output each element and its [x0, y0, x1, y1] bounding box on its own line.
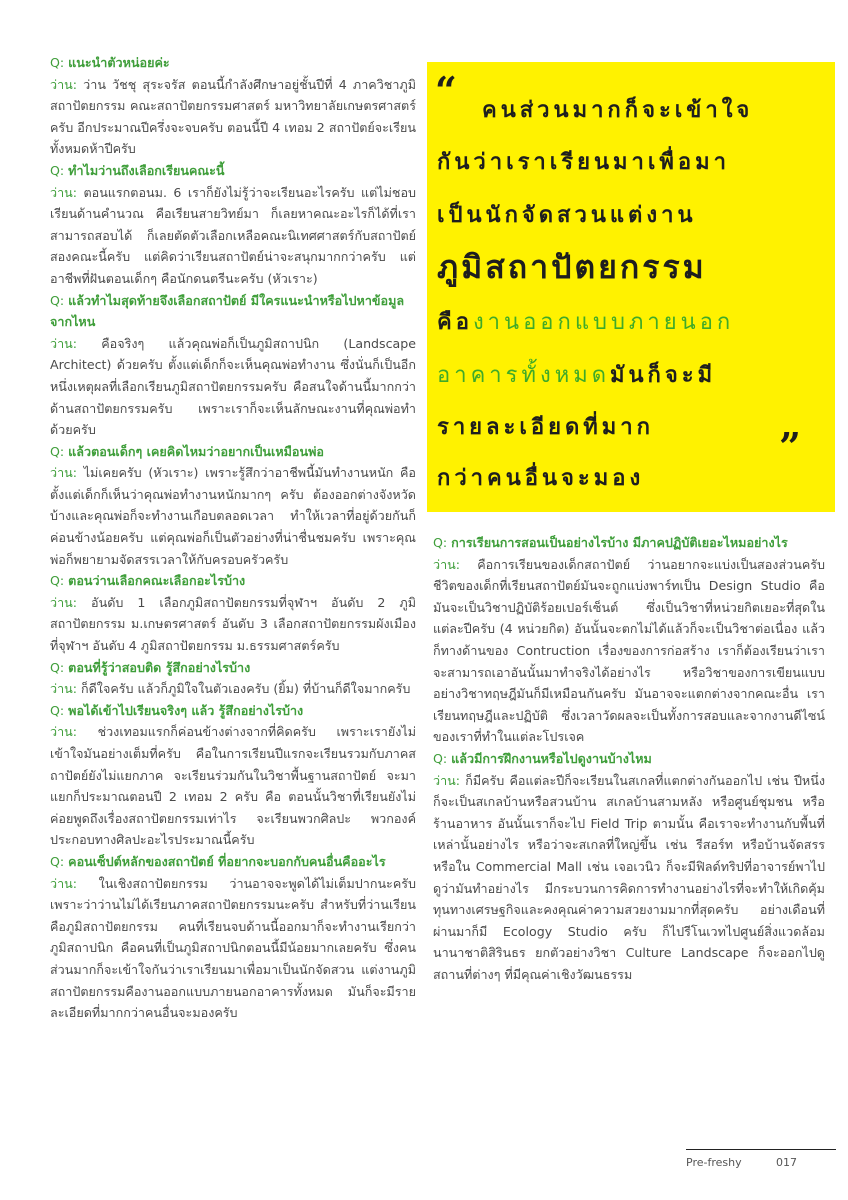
question-text: แล้วตอนเด็กๆ เคยคิดไหมว่าอยากเป็นเหมือนพ่อ [68, 443, 324, 459]
answer [50, 182, 416, 290]
question-text: แล้วมีการฝึกงานหรือไปดูงานบ้างไหม [451, 750, 652, 766]
pull-quote-line [437, 242, 802, 293]
right-column [433, 532, 825, 985]
answer-text: คือการเรียนของเด็กสถาปัตย์ ว่านอยากจะแบ่งเป็นสองส่วนครับ ชีวิตของเด็กที่เรียนสถาปัตย์มันจะถูกแบ่งพาร์ทเป็น Design Studio คือมันจะเป็นวิชาปฏิบัติร้อยเปอร์เซ็นต์ ซึ่งเป็นวิชาที่หน่วยกิตเยอะที่สุดในแต่ละปีครับ (4 หน่วยกิต) อันนั้นจะตกไม่ได้แล้วก็จะเป็นวิชาต่อเนื่อง แล้วก็ทางด้านของ Contruction เรื่องของการก่อสร้าง เราก็ต้องเรียนว่าเราจะสามารถเอาอันนั้นมาทำจริงได้อย่างไร หรือวิชาของการเขียนแบบ อย่างวิชาทฤษฎีมันก็มีเหมือนกันครับ มันอาจจะแตกต่างจากคณะอื่น เราเรียนทฤษฎีและปฏิบัติ ซึ่งเวลาวัดผลจะเป็นทั้งการสอบและจากงานดีไซน์ของเราที่ทำในแต่ละโปรเจค [433, 556, 825, 745]
pull-quote-box [427, 62, 835, 512]
pull-quote-segment: งานออกแบบภายนอก [472, 310, 735, 335]
question [433, 532, 825, 554]
pull-quote-segment: มันก็จะมี [610, 363, 717, 388]
question [50, 657, 416, 679]
question [50, 570, 416, 592]
pull-quote-line [437, 144, 802, 179]
question-prefix: Q: [50, 853, 69, 869]
pull-quote-line [437, 409, 802, 444]
left-column [50, 52, 416, 1024]
answer-speaker: ว่าน: [50, 465, 84, 481]
question [433, 748, 825, 770]
answer-speaker: ว่าน: [50, 875, 99, 891]
answer [50, 873, 416, 1024]
pull-quote-segment: ภูมิสถาปัตยกรรม [437, 248, 707, 286]
answer-speaker: ว่าน: [50, 335, 102, 351]
footer-magazine-name: Pre-freshy [686, 1156, 742, 1169]
answer [50, 592, 416, 657]
answer-speaker: ว่าน: [50, 184, 84, 200]
question-text: แล้วทำไมสุดท้ายจึงเลือกสถาปัตย์ มีใครแนะนำหรือไปหาข้อมูลจากไหน [50, 292, 405, 330]
question-text: คอนเซ็ปต์หลักของสถาปัตย์ ที่อยากจะบอกกับคนอื่นคืออะไร [68, 853, 386, 869]
footer-rule [686, 1149, 836, 1150]
pull-quote-segment: กว่าคนอื่นจะมอง [437, 466, 645, 491]
question [50, 700, 416, 722]
answer-text: ก็มีครับ คือแต่ละปีก็จะเรียนในสเกลที่แตกต่างกันออกไป เช่น ปีหนึ่งก็จะเป็นสเกลบ้านหรือสวนบ้าน สเกลบ้านสามหลัง หรือศูนย์ชุมชน หรือร้านอาหาร อันนั้นเราก็จะไป Field Trip ตามนั้น คือเราจะทำงานกับพื้นที่เหล่านั้นอย่างไร หรือว่าจะสเกลที่ใหญ่ขึ้น เช่น รีสอร์ท หรือบ้านจัดสรร หรือใน Commercial Mall เช่น เจอเวนิว ก็จะมีฟิลด์ทริปที่อาจารย์พาไปดูว่ามันทำอย่างไร มีกระบวนการคิดการทำงานอย่างไรที่จะทำให้เกิดคุ้มทุนทางเศรษฐกิจและคงคุณค่าความสวยงามมากที่สุดครับ อย่างเดือนที่ผ่านมาก็มี Ecology Studio ครับ ก็ไปรีโนเวทไปศูนย์สิ่งแวดล้อมนานาชาติสิรินธร ยกตัวอย่างวิชา Culture Landscape ก็จะออกไปดูสถานที่ต่างๆ ที่มีคุณค่าเชิงวัฒนธรรม [433, 772, 825, 982]
pull-quote-line [437, 197, 802, 232]
answer-text: ตอนแรกตอนม. 6 เราก็ยังไม่รู้ว่าจะเรียนอะไรครับ แต่ไม่ชอบเรียนด้านคำนวณ คือเรียนสายวิทย์มา ก็เลยหาคณะอะไรก็ได้ที่เราสามารถสอบได้ ก็เลยตัดตัวเลือกเหลือคณะนิเทศศาสตร์กับสถาปัตย์สองคณะนี้ครับ แต่คิดว่าเรียนสถาปัตย์น่าจะสนุกมากกว่าครับ แต่อาชีพที่ฝันตอนเด็กๆ คือนักดนตรีนะครับ (หัวเราะ) [50, 184, 417, 286]
pull-quote-segment: กันว่าเราเรียนมาเพื่อมา [437, 150, 730, 175]
question-text: พอได้เข้าไปเรียนจริงๆ แล้ว รู้สึกอย่างไรบ้าง [68, 702, 304, 718]
pull-quote-segment: คือ [437, 310, 473, 335]
pull-quote-line [437, 460, 802, 495]
footer-page-number: 017 [776, 1156, 797, 1169]
answer [50, 678, 416, 700]
answer-speaker: ว่าน: [50, 724, 98, 740]
answer-text: อันดับ 1 เลือกภูมิสถาปัตยกรรมที่จุฬาฯ อันดับ 2 ภูมิสถาปัตยกรรม ม.เกษตรศาสตร์ อันดับ 3 เลือกสถาปัตยกรรมผังเมืองที่จุฬาฯ อันดับ 4 ภูมิสถาปัตยกรรม ม.ธรรมศาสตร์ครับ [50, 594, 417, 654]
answer [433, 770, 825, 986]
question-prefix: Q: [433, 750, 452, 766]
pull-quote-segment: เป็นนักจัดสวนแต่งาน [437, 203, 697, 228]
answer-text: คือจริงๆ แล้วคุณพ่อก็เป็นภูมิสถาปนิก (Landscape Architect) ด้วยครับ ตั้งแต่เด็กก็จะเห็นคุณพ่อทำงาน ซึ่งนั่นก็เป็นอีกหนึ่งเหตุผลที่เลือกเรียนภูมิสถาปัตยกรรมครับ คือสนใจด้านนี้มากกว่าด้านสถาปัตยกรรมครับ เพราะเราก็จะเห็นลักษณะงานที่คุณพ่อทำด้วยครับ [50, 335, 416, 438]
answer-text: ในเชิงสถาปัตยกรรม ว่านอาจจะพูดได้ไม่เต็มปากนะครับ เพราะว่าว่านไม่ได้เรียนภาคสถาปัตยกรรมนะครับ สำหรับที่ว่านเรียนคือภูมิสถาปัตยกรรม คนที่เรียนจบด้านนี้ออกมาก็จะทำงานเรียกว่าภูมิสถาปนิก คือคนที่เป็นภูมิสถาปนิกตอนนี้มีน้อยมากเลยครับ ซึ่งคนส่วนมากก็จะเข้าใจกันว่าเราเรียนมาเพื่อมาเป็นนักจัดสวน แต่งานภูมิสถาปัตยกรรมคืองานออกแบบภายนอกอาคารทั้งหมด มันก็จะมีรายละเอียดที่มากกว่าคนอื่นจะมองครับ [50, 875, 416, 1021]
pull-quote-line [482, 92, 802, 127]
question-text: ตอนที่รู้ว่าสอบติด รู้สึกอย่างไรบ้าง [68, 659, 251, 675]
question [50, 290, 416, 333]
question-prefix: Q: [50, 702, 69, 718]
close-quote-mark: ” [779, 424, 801, 469]
question [50, 851, 416, 873]
pull-quote-line [437, 357, 802, 392]
question-prefix: Q: [50, 659, 69, 675]
answer-text: ก็ดีใจครับ แล้วก็ภูมิใจในตัวเองครับ (ยิ้ม) ที่บ้านก็ดีใจมากครับ [81, 681, 411, 697]
question-text: แนะนำตัวหน่อยค่ะ [68, 55, 170, 70]
question-prefix: Q: [50, 162, 69, 178]
question-text: ตอนว่านเลือกคณะเลือกอะไรบ้าง [68, 573, 246, 589]
pull-quote-line [437, 304, 802, 339]
pull-quote-segment: อาคารทั้งหมด [437, 363, 610, 388]
question [50, 52, 416, 74]
open-quote-mark: “ [435, 68, 457, 113]
answer-speaker: ว่าน: [433, 556, 478, 572]
pull-quote-segment: รายละเอียดที่มาก [437, 415, 654, 440]
answer-text: ช่วงเทอมแรกก็ค่อนข้างต่างจากที่คิดครับ เพราะเรายังไม่เข้าใจมันอย่างเต็มที่ครับ คือในการเรียนปีแรกจะเรียนรวมกับภาคสถาปัตย์ยังไม่แยกภาค จะเรียนร่วมกันในวิชาพื้นฐานสถาปัตย์ จะมาแยกก็ประมาณตอนปี 2 เทอม 2 ครับ คือ ตอนนั้นวิชาที่เรียนยังไม่ค่อยพูดถึงเรื่องสถาปัตยกรรมเท่าไร จะเรียนพวกศิลปะ พวกองค์ประกอบทางศิลปะอะไรประมาณนี้ครับ [50, 724, 416, 848]
question-prefix: Q: [50, 55, 69, 70]
question [50, 441, 416, 463]
question-text: การเรียนการสอนเป็นอย่างไรบ้าง มีภาคปฏิบัติเยอะไหมอย่างไร [451, 535, 788, 550]
question [50, 160, 416, 182]
answer-speaker: ว่าน: [50, 681, 81, 697]
question-prefix: Q: [50, 573, 69, 589]
question-prefix: Q: [433, 535, 452, 550]
pull-quote-segment: คนส่วนมากก็จะเข้าใจ [482, 98, 754, 123]
answer-text: ว่าน วัชชุ สุระจรัส ตอนนี้กำลังศึกษาอยู่ชั้นปีที่ 4 ภาควิชาภูมิสถาปัตยกรรม คณะสถาปัตยกรรมศาสตร์ มหาวิทยาลัยเกษตรศาสตร์ครับ อีกประมาณปีครึ่งจะจบครับ ตอนนี้ปี 4 เทอม 2 สถาปัตย์จะเรียนทั้งหมดห้าปีครับ [50, 76, 417, 157]
question-prefix: Q: [50, 443, 69, 459]
answer-speaker: ว่าน: [50, 76, 84, 92]
answer-speaker: ว่าน: [50, 594, 92, 610]
answer [433, 554, 825, 748]
answer [50, 721, 416, 851]
question-prefix: Q: [50, 292, 69, 308]
answer [50, 74, 416, 160]
answer-text: ไม่เคยครับ (หัวเราะ) เพราะรู้สึกว่าอาชีพนี้มันทำงานหนัก คือตั้งแต่เด็กก็เห็นว่าคุณพ่อทำงานหนักมากๆ ครับ ต้องออกต่างจังหวัดบ้างและคุณพ่อก็จะทำงานเกือบตลอดเวลา ทำให้เวลาที่อยู่ด้วยกันก็ค่อนข้างน้อยครับ แต่คุณพ่อก็เป็นตัวอย่างที่น่าชื่นชมครับ เพราะคุณพ่อก็พยายามจัดสรรเวลาให้กับครอบครัวครับ [50, 465, 416, 567]
answer [50, 462, 416, 570]
answer-speaker: ว่าน: [433, 772, 466, 788]
question-text: ทำไมว่านถึงเลือกเรียนคณะนี้ [68, 162, 225, 178]
answer [50, 333, 416, 441]
